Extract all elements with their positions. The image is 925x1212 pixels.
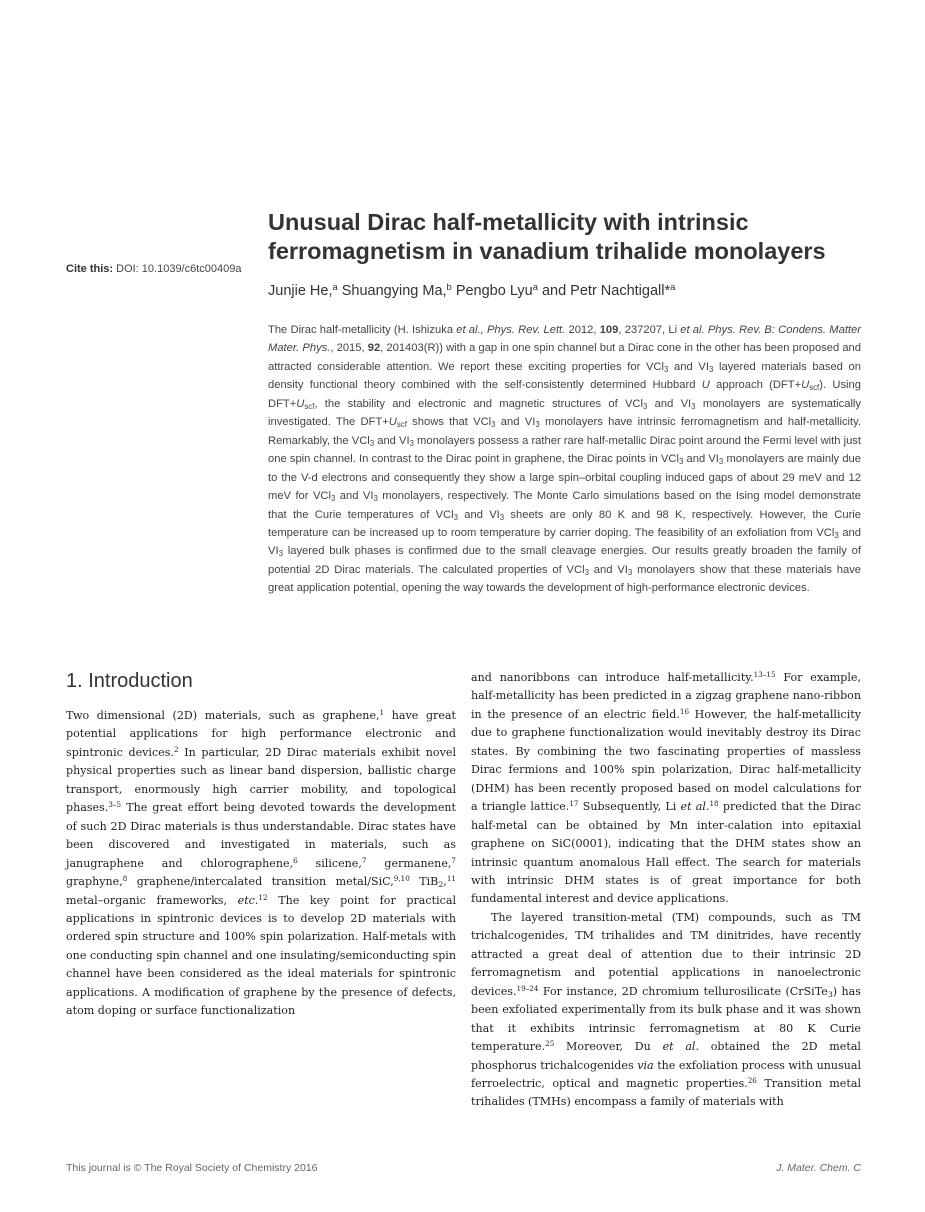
paragraph: Two dimensional (2D) materials, such as graphene,$^1$ have great potential applications for high performance electronic and spintronic devices.$^2$ In particular, 2D Dirac materials exhibit novel physical properties such as linear band dispersion, ballistic charge transport, enormously high carrier mobility, and topological phases.$^{3-5}$ The great effort being devoted towards the development of such 2D Dirac materials is thus understandable. Dirac states have been discovered and investigated in materials, such as janugraphene and chlorographene,$^6$ silicene,$^7$ germanene,$^7$ graphyne,$^8$ graphene/intercalated transition metal/SiC,$^{9,10}$ TiB$_2$,$^{11}$ metal–organic frameworks, etc.$^{12}$ The key point for practical applications in spintronic devices is to develop 2D materials with ordered spin structure and 100% spin polarization. Half-metals with one conducting spin channel and one insulating/semiconducting spin channel have been considered as the ideal materials for spintronic applications. A modification of graphene by the presence of defects, atom doping or surface functionalization xyxy=(66,708,457,1018)
cite-label: Cite this: xyxy=(66,263,114,275)
paragraph: The layered transition-metal (TM) compounds, such as TM trichalcogenides, TM trihalides and TM dinitrides, have recently attracted a great deal of attention due to their intrinsic 2D ferromagnetism and potential applications in nanoelectronic devices.$^{19-24}$ For instance, 2D chromium tellurosilicate (CrSiTe$_3$) has been exfoliated experimentally from its bulk phase and it was shown that it exhibits intrinsic ferromagnetism at 80 K Curie temperature.$^{25}$ Moreover, Du et al. obtained the 2D metal phosphorus trichalcogenides via the exfoliation process with unusual ferroelectric, optical and magnetic properties.$^{26}$ Transition metal trihalides (TMHs) encompass a family of materials with xyxy=(471,910,861,1109)
abstract: The Dirac half-metallicity (H. Ishizuka et al., Phys. Rev. Lett. 2012, 109, 237207, Li et al. Phys. Rev. B: Condens. Matter Mater. Phys., 2015, 92, 201403(R)) with a gap in one spin channel but a Dirac cone in the other has been proposed and attracted considerable attention. We report these exciting properties for VCl$_3$ and $VI_3$ layered materials based on density functional theory combined with the self-consistently determined Hubbard U approach $(DFT+U_{scf})$. Using $DFT+U_{scf}$, the stability and electronic and magnetic structures of VCl$_3$ and $VI_3$ monolayers are systematically investigated. The $DFT+U_{scf}$ shows that VCl$_3$ and $VI_3$ monolayers have intrinsic ferromagnetism and half-metallicity. Remarkably, the VCl$_3$ and $VI_3$ monolayers possess a rather rare half-metallic Dirac point around the Fermi level with just one spin channel. In contrast to the Dirac point in graphene, the Dirac points in VCl$_3$ and $VI_3$ monolayers are mainly due to the V-d electrons and consequently they show a large spin–orbital coupling induced gaps of about 29 meV and 12 meV for VCl$_3$ and $VI_3$ monolayers, respectively. The Monte Carlo simulations based on the Ising model demonstrate that the Curie temperatures of VCl$_3$ and $VI_3$ sheets are only 80 K and 98 K, respectively. However, the Curie temperature can be increased up to room temperature by carrier doping. The feasibility of an exfoliation from VCl$_3$ and $VI_3$ layered bulk phases is confirmed due to the small cleavage energies. Our results greatly broaden the family of potential 2D Dirac materials. The calculated properties of VCl$_3$ and $VI_3$ monolayers show that these materials have great application potential, opening the way towards the development of high-performance electronic devices. xyxy=(268,324,862,595)
author: Junjie He,$^a$ xyxy=(268,280,338,299)
footer-journal: J. Mater. Chem. C xyxy=(776,1162,861,1174)
paragraph: and nanoribbons can introduce half-metallicity.$^{13-15}$ For example, half-metallicity has been predicted in a zigzag graphene nano-ribbon in the presence of an electric field.$^{16}$ However, the half-metallicity due to graphene functionalization would inevitably destroy its Dirac states. By combining the two fascinating properties of massless Dirac fermions and 100% spin polarization, Dirac half-metallicity (DHM) has been recently proposed based on model calculations for a triangle lattice.$^{17}$ Subsequently, Li et al.$^{18}$ predicted that the Dirac half-metal can be obtained by Mn inter-calation into epitaxial graphene on SiC(0001), indicating that the DHM states show an intrinsic quantum anomalous Hall effect. The search for materials with intrinsic DHM states is of great importance for both fundamental interest and device applications. xyxy=(471,670,861,906)
author: Shuangying Ma,$^b$ xyxy=(341,280,452,299)
author: Pengbo Lyu$^a$ xyxy=(455,280,538,299)
author: and Petr Nachtigall*$^a$ xyxy=(541,280,676,299)
section-heading: 1. Introduction xyxy=(66,670,193,692)
cite-this xyxy=(66,263,242,275)
footer-copyright: This journal is © The Royal Society of Chemistry 2016 xyxy=(66,1162,318,1174)
article-title: Unusual Dirac half-metallicity with intrinsic ferromagnetism in vanadium trihalide monolayers xyxy=(268,209,826,264)
cite-doi[interactable]: DOI: 10.1039/c6tc00409a xyxy=(116,263,242,275)
body-column-right xyxy=(471,669,861,1112)
body-column-left xyxy=(66,707,456,1021)
author-list xyxy=(268,280,676,299)
